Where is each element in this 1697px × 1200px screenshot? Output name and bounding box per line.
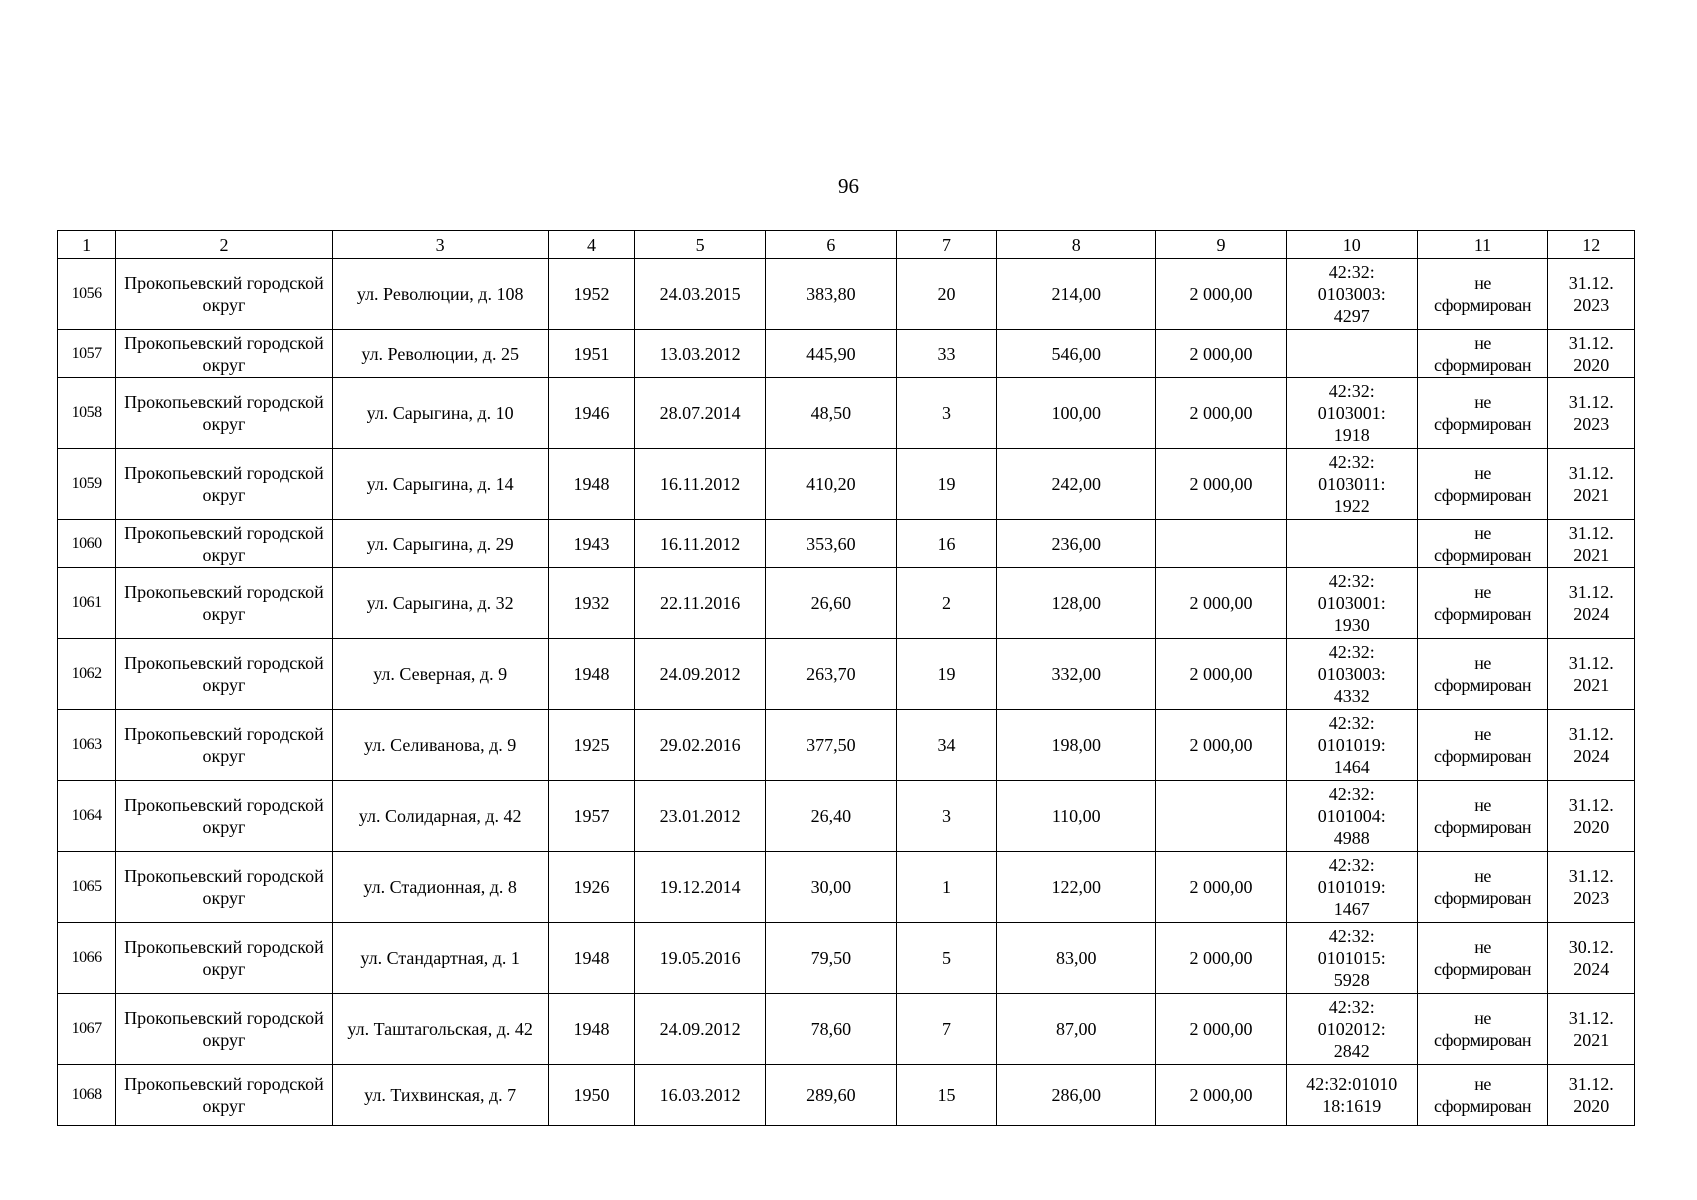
table-row: [58, 259, 1635, 330]
cadastral-number-cell: 42:32: 0101019: 1467: [1286, 852, 1417, 923]
municipality-cell: Прокопьевский городской округ: [116, 1065, 332, 1126]
land-area-cell: 214,00: [997, 259, 1156, 330]
column-number: 6: [765, 231, 896, 259]
deadline-cell: 31.12. 2024: [1548, 710, 1635, 781]
area-cell: 78,60: [765, 994, 896, 1065]
municipality-cell: Прокопьевский городской округ: [116, 378, 332, 449]
deadline-cell: 31.12. 2024: [1548, 568, 1635, 639]
land-area-cell: 128,00: [997, 568, 1156, 639]
land-area-cell: 286,00: [997, 1065, 1156, 1126]
year-cell: 1943: [548, 520, 634, 568]
cadastral-number-cell: [1286, 520, 1417, 568]
table-row: [58, 710, 1635, 781]
cost-cell: 2 000,00: [1156, 710, 1287, 781]
deadline-cell: 31.12. 2023: [1548, 378, 1635, 449]
cost-cell: 2 000,00: [1156, 1065, 1287, 1126]
column-number: 7: [896, 231, 997, 259]
row-number: 1067: [58, 994, 116, 1065]
address-cell: ул. Сарыгина, д. 29: [332, 520, 548, 568]
column-number: 12: [1548, 231, 1635, 259]
year-cell: 1948: [548, 923, 634, 994]
column-number: 4: [548, 231, 634, 259]
date-cell: 23.01.2012: [635, 781, 766, 852]
column-number: 5: [635, 231, 766, 259]
deadline-cell: 31.12. 2020: [1548, 330, 1635, 378]
municipality-cell: Прокопьевский городской округ: [116, 568, 332, 639]
deadline-cell: 31.12. 2023: [1548, 852, 1635, 923]
municipality-cell: Прокопьевский городской округ: [116, 639, 332, 710]
land-area-cell: 236,00: [997, 520, 1156, 568]
status-cell: не сформирован: [1417, 378, 1548, 449]
residents-cell: 3: [896, 378, 997, 449]
date-cell: 16.03.2012: [635, 1065, 766, 1126]
municipality-cell: Прокопьевский городской округ: [116, 994, 332, 1065]
cost-cell: 2 000,00: [1156, 449, 1287, 520]
address-cell: ул. Революции, д. 25: [332, 330, 548, 378]
cost-cell: 2 000,00: [1156, 994, 1287, 1065]
table-row: [58, 330, 1635, 378]
municipality-cell: Прокопьевский городской округ: [116, 710, 332, 781]
municipality-cell: Прокопьевский городской округ: [116, 259, 332, 330]
deadline-cell: 30.12. 2024: [1548, 923, 1635, 994]
area-cell: 289,60: [765, 1065, 896, 1126]
row-number: 1062: [58, 639, 116, 710]
date-cell: 16.11.2012: [635, 520, 766, 568]
area-cell: 383,80: [765, 259, 896, 330]
table-row: [58, 1065, 1635, 1126]
page-number: 96: [838, 174, 859, 198]
cadastral-number-cell: 42:32: 0101015: 5928: [1286, 923, 1417, 994]
row-number: 1066: [58, 923, 116, 994]
address-cell: ул. Сарыгина, д. 32: [332, 568, 548, 639]
address-cell: ул. Тихвинская, д. 7: [332, 1065, 548, 1126]
area-cell: 377,50: [765, 710, 896, 781]
land-area-cell: 83,00: [997, 923, 1156, 994]
cadastral-number-cell: 42:32:01010 18:1619: [1286, 1065, 1417, 1126]
year-cell: 1948: [548, 639, 634, 710]
area-cell: 30,00: [765, 852, 896, 923]
year-cell: 1950: [548, 1065, 634, 1126]
residents-cell: 7: [896, 994, 997, 1065]
residents-cell: 15: [896, 1065, 997, 1126]
date-cell: 24.09.2012: [635, 639, 766, 710]
column-number: 11: [1417, 231, 1548, 259]
residents-cell: 5: [896, 923, 997, 994]
cost-cell: 2 000,00: [1156, 923, 1287, 994]
municipality-cell: Прокопьевский городской округ: [116, 923, 332, 994]
cadastral-number-cell: 42:32: 0103003: 4297: [1286, 259, 1417, 330]
land-area-cell: 122,00: [997, 852, 1156, 923]
area-cell: 410,20: [765, 449, 896, 520]
row-number: 1060: [58, 520, 116, 568]
residents-cell: 34: [896, 710, 997, 781]
area-cell: 48,50: [765, 378, 896, 449]
address-cell: ул. Сарыгина, д. 14: [332, 449, 548, 520]
date-cell: 13.03.2012: [635, 330, 766, 378]
row-number: 1068: [58, 1065, 116, 1126]
area-cell: 79,50: [765, 923, 896, 994]
deadline-cell: 31.12. 2021: [1548, 449, 1635, 520]
date-cell: 24.09.2012: [635, 994, 766, 1065]
row-number: 1063: [58, 710, 116, 781]
status-cell: не сформирован: [1417, 852, 1548, 923]
cost-cell: 2 000,00: [1156, 639, 1287, 710]
column-number: 1: [58, 231, 116, 259]
column-number: 9: [1156, 231, 1287, 259]
land-area-cell: 332,00: [997, 639, 1156, 710]
cadastral-number-cell: [1286, 330, 1417, 378]
residents-cell: 20: [896, 259, 997, 330]
deadline-cell: 31.12. 2020: [1548, 781, 1635, 852]
column-number: 8: [997, 231, 1156, 259]
date-cell: 22.11.2016: [635, 568, 766, 639]
address-cell: ул. Таштагольская, д. 42: [332, 994, 548, 1065]
address-cell: ул. Революции, д. 108: [332, 259, 548, 330]
column-number-row: [58, 231, 1635, 259]
date-cell: 19.05.2016: [635, 923, 766, 994]
address-cell: ул. Стандартная, д. 1: [332, 923, 548, 994]
area-cell: 263,70: [765, 639, 896, 710]
status-cell: не сформирован: [1417, 923, 1548, 994]
date-cell: 24.03.2015: [635, 259, 766, 330]
cost-cell: [1156, 520, 1287, 568]
cadastral-number-cell: 42:32: 0101019: 1464: [1286, 710, 1417, 781]
status-cell: не сформирован: [1417, 330, 1548, 378]
registry-table: [57, 230, 1635, 1126]
year-cell: 1932: [548, 568, 634, 639]
table-row: [58, 520, 1635, 568]
cadastral-number-cell: 42:32: 0102012: 2842: [1286, 994, 1417, 1065]
land-area-cell: 198,00: [997, 710, 1156, 781]
year-cell: 1951: [548, 330, 634, 378]
cost-cell: 2 000,00: [1156, 378, 1287, 449]
year-cell: 1948: [548, 449, 634, 520]
status-cell: не сформирован: [1417, 710, 1548, 781]
table-row: [58, 378, 1635, 449]
status-cell: не сформирован: [1417, 994, 1548, 1065]
table-row: [58, 923, 1635, 994]
cost-cell: 2 000,00: [1156, 330, 1287, 378]
area-cell: 26,40: [765, 781, 896, 852]
status-cell: не сформирован: [1417, 449, 1548, 520]
table-row: [58, 568, 1635, 639]
land-area-cell: 100,00: [997, 378, 1156, 449]
municipality-cell: Прокопьевский городской округ: [116, 520, 332, 568]
area-cell: 445,90: [765, 330, 896, 378]
date-cell: 19.12.2014: [635, 852, 766, 923]
status-cell: не сформирован: [1417, 1065, 1548, 1126]
deadline-cell: 31.12. 2021: [1548, 520, 1635, 568]
address-cell: ул. Северная, д. 9: [332, 639, 548, 710]
land-area-cell: 546,00: [997, 330, 1156, 378]
date-cell: 29.02.2016: [635, 710, 766, 781]
cost-cell: 2 000,00: [1156, 852, 1287, 923]
column-number: 10: [1286, 231, 1417, 259]
deadline-cell: 31.12. 2021: [1548, 639, 1635, 710]
table-body: [58, 231, 1635, 1126]
cost-cell: 2 000,00: [1156, 568, 1287, 639]
deadline-cell: 31.12. 2023: [1548, 259, 1635, 330]
table-row: [58, 639, 1635, 710]
municipality-cell: Прокопьевский городской округ: [116, 781, 332, 852]
area-cell: 353,60: [765, 520, 896, 568]
cadastral-number-cell: 42:32: 0101004: 4988: [1286, 781, 1417, 852]
cost-cell: 2 000,00: [1156, 259, 1287, 330]
year-cell: 1926: [548, 852, 634, 923]
row-number: 1065: [58, 852, 116, 923]
residents-cell: 33: [896, 330, 997, 378]
residents-cell: 2: [896, 568, 997, 639]
table-row: [58, 449, 1635, 520]
date-cell: 16.11.2012: [635, 449, 766, 520]
year-cell: 1946: [548, 378, 634, 449]
row-number: 1056: [58, 259, 116, 330]
cadastral-number-cell: 42:32: 0103001: 1918: [1286, 378, 1417, 449]
municipality-cell: Прокопьевский городской округ: [116, 852, 332, 923]
year-cell: 1948: [548, 994, 634, 1065]
date-cell: 28.07.2014: [635, 378, 766, 449]
municipality-cell: Прокопьевский городской округ: [116, 330, 332, 378]
address-cell: ул. Сарыгина, д. 10: [332, 378, 548, 449]
table-row: [58, 781, 1635, 852]
column-number: 3: [332, 231, 548, 259]
status-cell: не сформирован: [1417, 568, 1548, 639]
row-number: 1057: [58, 330, 116, 378]
row-number: 1058: [58, 378, 116, 449]
municipality-cell: Прокопьевский городской округ: [116, 449, 332, 520]
status-cell: не сформирован: [1417, 781, 1548, 852]
cadastral-number-cell: 42:32: 0103011: 1922: [1286, 449, 1417, 520]
row-number: 1059: [58, 449, 116, 520]
table-row: [58, 852, 1635, 923]
land-area-cell: 110,00: [997, 781, 1156, 852]
land-area-cell: 87,00: [997, 994, 1156, 1065]
residents-cell: 19: [896, 639, 997, 710]
residents-cell: 16: [896, 520, 997, 568]
deadline-cell: 31.12. 2021: [1548, 994, 1635, 1065]
status-cell: не сформирован: [1417, 520, 1548, 568]
area-cell: 26,60: [765, 568, 896, 639]
land-area-cell: 242,00: [997, 449, 1156, 520]
table-row: [58, 994, 1635, 1065]
year-cell: 1952: [548, 259, 634, 330]
row-number: 1064: [58, 781, 116, 852]
residents-cell: 19: [896, 449, 997, 520]
status-cell: не сформирован: [1417, 259, 1548, 330]
deadline-cell: 31.12. 2020: [1548, 1065, 1635, 1126]
cadastral-number-cell: 42:32: 0103001: 1930: [1286, 568, 1417, 639]
cost-cell: [1156, 781, 1287, 852]
year-cell: 1957: [548, 781, 634, 852]
column-number: 2: [116, 231, 332, 259]
row-number: 1061: [58, 568, 116, 639]
address-cell: ул. Солидарная, д. 42: [332, 781, 548, 852]
year-cell: 1925: [548, 710, 634, 781]
address-cell: ул. Селиванова, д. 9: [332, 710, 548, 781]
status-cell: не сформирован: [1417, 639, 1548, 710]
residents-cell: 3: [896, 781, 997, 852]
residents-cell: 1: [896, 852, 997, 923]
address-cell: ул. Стадионная, д. 8: [332, 852, 548, 923]
cadastral-number-cell: 42:32: 0103003: 4332: [1286, 639, 1417, 710]
